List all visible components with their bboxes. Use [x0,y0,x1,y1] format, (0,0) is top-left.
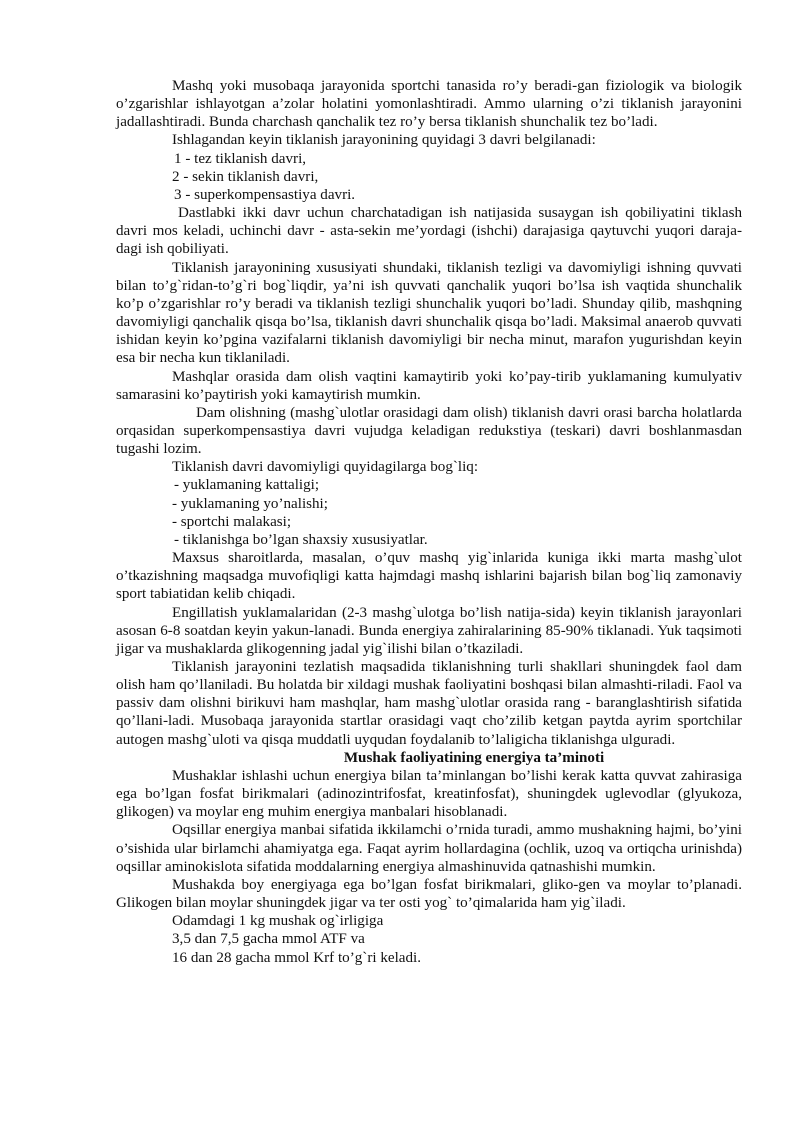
paragraph: Tiklanish jarayonini tezlatish maqsadida tiklanishning turli shakllari shuningdek faol dam olish ham qo’llaniladi. Bu holatda bir xildagi mushak faoliyatini boshqasi bilan almashti-riladi. Faol va passiv dam olishni birikuvi ham mashqlar, ham mashg`ulotlar orasida rang - baranglashtirish sifatida qo’llani-ladi. Musobaqa jarayonida startlar orasidagi vaqt cho’zilib ketgan paytda ayrim sportchilar autogen mashg`uloti va qisqa muddatli uyqudan foydalanib to’laligicha tiklanishga ulguradi. [116,659,742,748]
list-item: 1 - tez tiklanish davri, [174,150,307,167]
paragraph: Dastlabki ikki davr uchun charchatadigan ish natijasida susaygan ish qobiliyatini tiklash davri mos keladi, uchinchi davr - asta-sekin me’yordagi (ishchi) darajasiga qaytuvchi yuqori daraja-dagi ish qobiliyati. [116,205,742,258]
list-item: - yuklamaning yo’nalishi; [172,495,328,512]
paragraph: Mushakda boy energiyaga ega bo’lgan fosfat birikmalari, gliko-gen va moylar to’planadi. Glikogen bilan moylar shuningdek jigar va ter osti yog` to’qimalarida ham yig`iladi. [116,876,742,912]
paragraph: Ishlagandan keyin tiklanish jarayonining quyidagi 3 davri belgilanadi: [172,132,596,149]
text-line: 3,5 dan 7,5 gacha mmol ATF va [172,931,365,948]
list-item: - yuklamaning kattaligi; [174,477,320,494]
paragraph: Tiklanish jarayonining xususiyati shundaki, tiklanish tezligi va davomiyligi ishning quvvati bilan to’g`ridan-to’g`ri bog`liqdir, ya’ni ish quvvati qanchalik yuqori bo’lsa ish vaqtida shunchalik ko’p o’zgarishlar ro’y beradi va tiklanish tezligi shunchalik yuqori bo’ladi. Shunday qilib, mashqning davomiyligi qanchalik qisqa bo’lsa, tiklanish davri shunchalik qisqa bo’ladi. Maksimal anaerob quvvati ishidan keyin ko’pgina vazifalarni tiklanish davomiyligi bir necha minut, marafon yugurishdan keyin esa bir necha kun tiklaniladi. [116,259,742,367]
paragraph: Mashq yoki musobaqa jarayonida sportchi tanasida ro’y beradi-gan fiziologik va biologik o’zgarishlar ishlayotgan a’zolar holatini yomonlashtiradi. Ammo ularning o’zi tiklanish jarayonini jadallashtiradi. Bunda charchash qanchalik tez ro’y bersa tiklanish shunchalik tez bo’ladi. [116,78,742,131]
section-heading: Mushak faoliyatining energiya ta’minoti [343,749,605,766]
text-line: Odamdagi 1 kg mushak og`irligiga [172,913,384,930]
paragraph: Oqsillar energiya manbai sifatida ikkilamchi o’rnida turadi, ammo mushakning hajmi, bo’yini o’sishida ular birlamchi ahamiyatga ega. Faqat ayrim hollardagina (ochlik, uzoq va ortiqcha urinishda) oqsillar aminokislota sifatida moddalarning energiya almashinuvida qatnashishi mumkin. [116,822,742,875]
paragraph: Mashqlar orasida dam olish vaqtini kamaytirib yoki ko’pay-tirib yuklamaning kumulyativ samarasini ko’paytirish yoki kamaytirish mumkin. [116,368,742,403]
list-item: 3 - superkompensastiya davri. [174,186,356,203]
paragraph: Dam olishning (mashg`ulotlar orasidagi dam olish) tiklanish davri orasi barcha holatlarda orqasidan superkompensastiya davri vujudga keladigan redukstiya (teskari) davri boshlanmasdan tugashi lozim. [116,404,742,458]
text-line: 16 dan 28 gacha mmol Krf to’g`ri keladi. [172,949,421,966]
list-item: 2 - sekin tiklanish davri, [172,168,319,185]
paragraph: Mushaklar ishlashi uchun energiya bilan ta’minlangan bo’lishi kerak katta quvvat zahirasiga ega bo’lgan fosfat birikmalari (adinozintrifosfat, kreatinfosfat), shuningdek uglevodlar (glyukoza, glikogen) va moylar eng muhim energiya manbalari hisoblanadi. [116,767,742,821]
document-page [116,77,742,967]
paragraph: Tiklanish davri davomiyligi quyidagilarga bog`liq: [172,459,479,476]
list-item: - sportchi malakasi; [172,513,292,530]
paragraph: Engillatish yuklamalaridan (2-3 mashg`ulotga bo’lish natija-sida) keyin tiklanish jarayonlari asosan 6-8 soatdan keyin yakun-lanadi. Bunda energiya zahiralarining 85-90% tiklanadi. Yuk taqsimoti jigar va mushaklarda glikogenning jadal yig`ilishi bilan o’tkaziladi. [116,604,742,657]
paragraph: Maxsus sharoitlarda, masalan, o’quv mashq yig`inlarida kuniga ikki marta mashg`ulot o’tkazishning maqsadga muvofiqligi katta hajmdagi mashq ishlarini bajarish bilan bog`liq zamonaviy sport tabiatidan kelib chiqadi. [116,550,742,603]
list-item: - tiklanishga bo’lgan shaxsiy xususiyatlar. [174,531,428,548]
